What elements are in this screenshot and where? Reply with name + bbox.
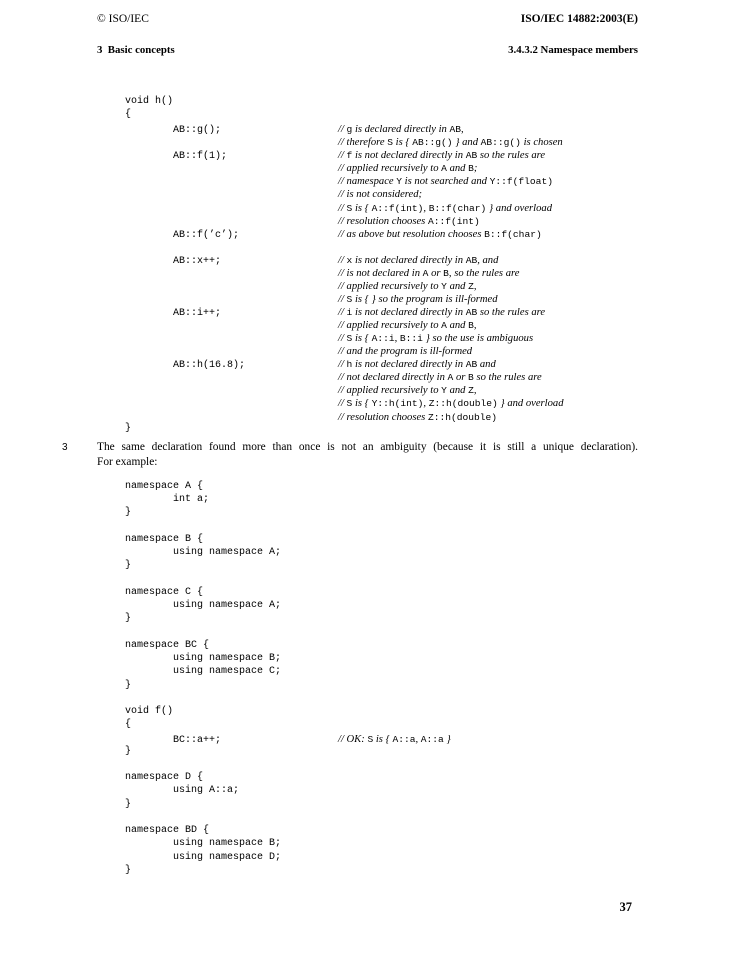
- comment-text-fragment: //: [338, 333, 347, 345]
- code-line: [125, 851, 451, 864]
- comment-code-fragment: B: [468, 320, 474, 332]
- code-text: }: [125, 798, 132, 810]
- code-line: [125, 652, 451, 665]
- code-line: [125, 758, 451, 771]
- code-comment: [338, 731, 451, 746]
- code-comment: [338, 226, 542, 241]
- code-text: AB::f(’c’);: [125, 229, 240, 241]
- comment-text-fragment: ,: [473, 280, 477, 292]
- comment-code-fragment: A: [422, 267, 429, 279]
- comment-code-fragment: i: [346, 307, 353, 318]
- code-text: int a;: [125, 494, 210, 506]
- code-text: using namespace A;: [125, 547, 282, 559]
- comment-text-fragment: // applied recursively to: [338, 385, 442, 397]
- comment-text-fragment: // applied recursively to: [338, 280, 442, 292]
- code-line: [125, 480, 451, 493]
- code-example-h: [125, 95, 564, 435]
- comment-code-fragment: Y: [396, 176, 403, 188]
- comment-text-fragment: } and overload: [497, 398, 564, 410]
- code-text: namespace BD {: [125, 825, 210, 837]
- comment-text-fragment: is {: [373, 734, 393, 746]
- code-text: BC::a++;: [125, 735, 222, 747]
- comment-text-fragment: // not declared directly in: [338, 372, 448, 384]
- section-header: [97, 44, 638, 56]
- comment-text-fragment: // is not considered;: [338, 189, 423, 201]
- code-text: using A::a;: [125, 785, 240, 797]
- comment-text-fragment: so the rules are: [477, 150, 546, 162]
- code-line: [125, 304, 564, 317]
- code-text: using namespace D;: [125, 851, 282, 863]
- comment-code-fragment: A: [441, 163, 447, 175]
- code-line: [125, 546, 451, 559]
- code-line: [125, 626, 451, 639]
- paragraph-number: 3: [62, 442, 68, 453]
- comment-text-fragment: //: [338, 293, 347, 305]
- code-line: [125, 784, 451, 797]
- comment-text-fragment: and: [477, 359, 496, 371]
- code-line: [125, 586, 451, 599]
- code-text: }: [125, 560, 132, 572]
- comment-text-fragment: ,: [473, 385, 477, 397]
- code-text: using namespace C;: [125, 666, 282, 678]
- comment-text-fragment: ,: [423, 398, 429, 410]
- comment-text-fragment: // resolution chooses: [338, 411, 428, 423]
- comment-code-fragment: AB: [449, 124, 462, 136]
- comment-text-fragment: // applied recursively to: [338, 163, 442, 175]
- comment-code-fragment: AB: [465, 150, 478, 162]
- code-text: }: [125, 864, 132, 876]
- code-line: [125, 612, 451, 625]
- comment-text-fragment: and: [446, 320, 469, 332]
- comment-text-fragment: , and: [477, 254, 499, 266]
- subsection-title: 3.4.3.2 Namespace members: [508, 44, 638, 56]
- comment-text-fragment: } and: [452, 137, 481, 149]
- code-line: [125, 493, 451, 506]
- comment-text-fragment: is {: [393, 137, 413, 149]
- code-line: [125, 731, 451, 747]
- comment-text-fragment: } and overload: [486, 202, 552, 214]
- comment-code-fragment: Y::h(int): [371, 398, 424, 410]
- comment-code-fragment: A::a: [420, 734, 444, 746]
- comment-text-fragment: is not declared directly in: [352, 254, 466, 266]
- code-line: [125, 395, 564, 408]
- code-line: [125, 200, 564, 213]
- comment-code-fragment: A: [447, 372, 454, 384]
- comment-text-fragment: // OK:: [338, 734, 368, 746]
- comment-code-fragment: Y: [441, 280, 447, 292]
- comment-code-fragment: A: [441, 320, 447, 332]
- comment-code-fragment: AB: [465, 359, 478, 371]
- code-line: [125, 705, 451, 718]
- code-comment: [338, 409, 497, 424]
- comment-text-fragment: // resolution chooses: [338, 215, 428, 227]
- code-line: [125, 330, 564, 343]
- code-text: using namespace B;: [125, 653, 282, 665]
- comment-code-fragment: B: [443, 267, 449, 279]
- comment-code-fragment: A::f(int): [427, 215, 480, 227]
- comment-text-fragment: so the rules are: [477, 307, 546, 318]
- comment-text-fragment: //: [338, 202, 347, 214]
- comment-text-fragment: is declared directly in: [352, 124, 450, 136]
- comment-text-fragment: } so the use is ambiguous: [422, 333, 534, 345]
- code-line: [125, 533, 451, 546]
- comment-code-fragment: h: [346, 359, 353, 371]
- comment-code-fragment: A::i: [371, 333, 395, 345]
- comment-text-fragment: ,: [394, 333, 400, 345]
- code-example-namespaces: [125, 480, 451, 877]
- code-line: [125, 692, 451, 705]
- comment-text-fragment: , so the rules are: [448, 267, 520, 279]
- code-text: namespace B {: [125, 533, 204, 545]
- code-text: }: [125, 745, 132, 757]
- code-text: }: [125, 679, 132, 691]
- comment-text-fragment: and: [446, 385, 469, 397]
- comment-text-fragment: // namespace: [338, 176, 397, 188]
- comment-text-fragment: // is not declared in: [338, 267, 423, 279]
- comment-code-fragment: S: [346, 202, 353, 214]
- code-line: [125, 824, 451, 837]
- code-text: {: [125, 719, 132, 731]
- comment-text-fragment: is chosen: [520, 137, 563, 149]
- comment-code-fragment: AB::g(): [412, 137, 453, 149]
- comment-code-fragment: Z::h(double): [427, 411, 498, 423]
- code-line: [125, 121, 564, 137]
- page-number: 37: [619, 900, 632, 914]
- comment-code-fragment: B::f(char): [428, 202, 487, 214]
- code-line: [125, 864, 451, 877]
- document-id: ISO/IEC 14882:2003(E): [520, 13, 638, 25]
- code-line: [125, 599, 451, 612]
- comment-code-fragment: B: [468, 372, 474, 384]
- code-line: [125, 356, 564, 372]
- code-text: }: [125, 507, 132, 519]
- comment-text-fragment: is {: [352, 398, 372, 410]
- comment-code-fragment: B: [468, 163, 474, 175]
- comment-text-fragment: is { } so the program is ill-formed: [352, 293, 498, 305]
- code-line: [125, 252, 564, 265]
- code-line: [125, 665, 451, 678]
- code-line: [125, 798, 451, 811]
- page-header: [97, 13, 638, 25]
- comment-text-fragment: and: [446, 280, 469, 292]
- code-text: AB::g();: [125, 125, 222, 137]
- code-text: using namespace A;: [125, 600, 282, 612]
- comment-text-fragment: and: [446, 163, 469, 175]
- comment-text-fragment: ,: [461, 124, 464, 136]
- code-text: namespace C {: [125, 586, 204, 598]
- comment-text-fragment: ,: [423, 202, 429, 214]
- comment-code-fragment: B::i: [399, 333, 423, 345]
- comment-text-fragment: // therefore: [338, 137, 388, 149]
- comment-text-fragment: is not declared directly in: [352, 307, 466, 318]
- code-line: [125, 226, 564, 239]
- comment-code-fragment: AB: [465, 254, 478, 266]
- code-line: [125, 559, 451, 572]
- comment-text-fragment: is not searched and: [402, 176, 490, 188]
- comment-text-fragment: is not declared directly in: [352, 150, 466, 162]
- code-line: [125, 811, 451, 824]
- code-line: [125, 173, 564, 186]
- code-text: namespace D {: [125, 772, 204, 784]
- comment-code-fragment: Z: [468, 280, 474, 292]
- comment-text-fragment: or: [453, 372, 469, 384]
- comment-code-fragment: B::f(char): [484, 228, 542, 240]
- code-text: AB::f(1);: [125, 151, 228, 163]
- code-text: void h(): [125, 96, 174, 107]
- code-text: }: [125, 613, 132, 625]
- comment-text-fragment: //: [338, 307, 347, 318]
- code-text: AB::i++;: [125, 308, 222, 319]
- comment-text-fragment: //: [338, 359, 347, 371]
- code-line: [125, 108, 564, 121]
- paragraph-text-continued: For example:: [97, 455, 158, 468]
- copyright-notice: © ISO/IEC: [97, 13, 149, 25]
- comment-code-fragment: g: [346, 124, 353, 136]
- comment-text-fragment: is {: [352, 202, 372, 214]
- code-line: [125, 506, 451, 519]
- comment-text-fragment: // and the program is ill-formed: [338, 346, 473, 358]
- comment-code-fragment: Y::f(float): [489, 176, 553, 188]
- comment-code-fragment: AB::g(): [480, 137, 521, 149]
- code-text: namespace BC {: [125, 639, 210, 651]
- comment-text-fragment: so the rules are: [473, 372, 542, 384]
- comment-code-fragment: S: [346, 293, 353, 305]
- comment-code-fragment: A::f(int): [371, 202, 424, 214]
- code-line: [125, 147, 564, 163]
- comment-code-fragment: S: [346, 333, 353, 345]
- comment-code-fragment: A::a: [392, 734, 416, 746]
- comment-code-fragment: S: [346, 398, 353, 410]
- chapter-title: 3 Basic concepts: [97, 44, 175, 56]
- comment-code-fragment: f: [346, 150, 353, 162]
- comment-text-fragment: //: [338, 124, 347, 136]
- comment-text-fragment: // applied recursively to: [338, 320, 442, 332]
- comment-code-fragment: Y: [441, 385, 447, 397]
- comment-text-fragment: is not declared directly in: [352, 359, 466, 371]
- comment-code-fragment: Z::h(double): [428, 398, 498, 410]
- code-line: [125, 291, 564, 304]
- code-text: AB::x++;: [125, 255, 222, 267]
- code-line: [125, 837, 451, 850]
- code-text: namespace A {: [125, 481, 204, 492]
- comment-code-fragment: x: [346, 254, 353, 266]
- code-text: {: [125, 109, 132, 121]
- comment-text-fragment: or: [428, 267, 444, 279]
- code-line: [125, 771, 451, 784]
- comment-text-fragment: //: [338, 150, 347, 162]
- code-text: AB::h(16.8);: [125, 360, 246, 372]
- code-line: [125, 639, 451, 652]
- paragraph-3: [62, 440, 638, 469]
- comment-text-fragment: }: [443, 734, 451, 746]
- comment-text-fragment: //: [338, 398, 347, 410]
- code-line: [125, 520, 451, 533]
- comment-code-fragment: S: [387, 137, 393, 149]
- code-text: void f(): [125, 705, 174, 717]
- code-text: using namespace B;: [125, 838, 282, 850]
- paragraph-text: The same declaration found more than once is not an ambiguity (because it is still a unique declaration).: [97, 441, 638, 453]
- comment-text-fragment: //: [338, 254, 347, 266]
- code-line: [125, 679, 451, 692]
- code-line: [125, 718, 451, 731]
- comment-text-fragment: ,: [473, 320, 477, 332]
- comment-code-fragment: S: [367, 734, 374, 746]
- comment-text-fragment: // as above but resolution chooses: [338, 228, 485, 240]
- code-line: [125, 573, 451, 586]
- comment-code-fragment: AB: [465, 307, 478, 318]
- comment-code-fragment: Z: [468, 385, 474, 397]
- comment-text-fragment: is {: [352, 333, 372, 345]
- code-line: [125, 95, 564, 108]
- comment-text-fragment: ;: [473, 163, 478, 175]
- comment-text-fragment: ,: [415, 734, 421, 746]
- code-text: }: [125, 422, 132, 434]
